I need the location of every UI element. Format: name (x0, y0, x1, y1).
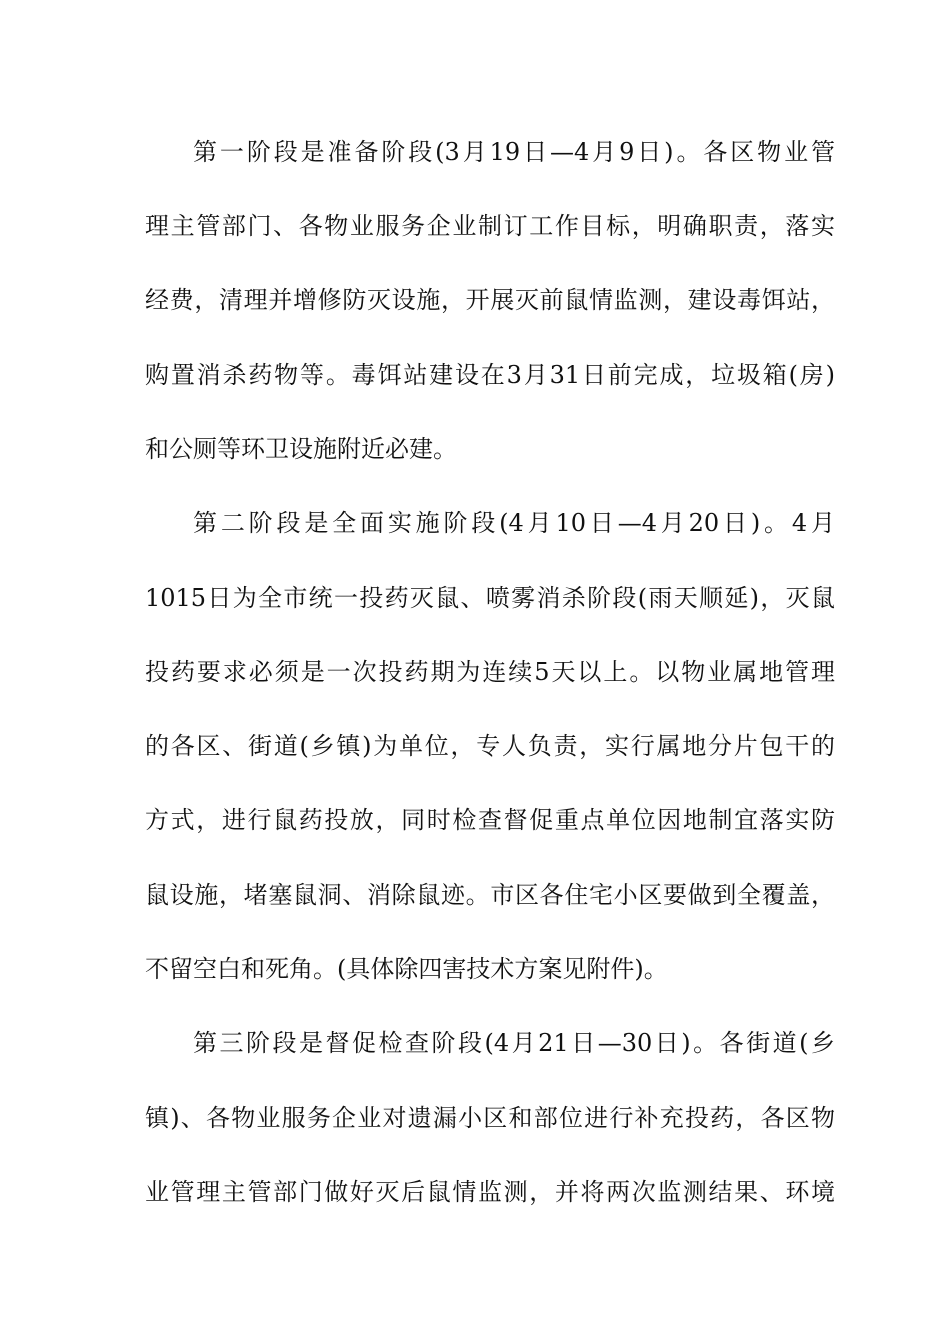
paragraph-1-line-2: 理主管部门、各物业服务企业制订工作目标，明确职责，落实 (145, 212, 835, 240)
paragraph-2-line-2: 1015日为全市统一投药灭鼠、喷雾消杀阶段(雨天顺延)，灭鼠 (145, 584, 835, 612)
paragraph-2-line-4: 的各区、街道(乡镇)为单位，专人负责，实行属地分片包干的 (145, 732, 835, 760)
paragraph-2-line-1: 第二阶段是全面实施阶段(4月10日—4月20日)。4月 (193, 509, 835, 537)
paragraph-2-line-3: 投药要求必须是一次投药期为连续5天以上。以物业属地管理 (145, 658, 835, 686)
paragraph-1-line-1: 第一阶段是准备阶段(3月19日—4月9日)。各区物业管 (193, 138, 835, 166)
paragraph-3-line-2: 镇)、各物业服务企业对遗漏小区和部位进行补充投药，各区物 (145, 1104, 835, 1132)
paragraph-3-line-3: 业管理主管部门做好灭后鼠情监测，并将两次监测结果、环境 (145, 1178, 835, 1206)
paragraph-2-line-6: 鼠设施，堵塞鼠洞、消除鼠迹。市区各住宅小区要做到全覆盖， (145, 881, 835, 909)
paragraph-1-line-4: 购置消杀药物等。毒饵站建设在3月31日前完成，垃圾箱(房) (145, 361, 835, 389)
paragraph-2-line-7: 不留空白和死角。(具体除四害技术方案见附件)。 (145, 955, 668, 983)
paragraph-1-line-5: 和公厕等环卫设施附近必建。 (145, 435, 457, 463)
paragraph-3-line-1: 第三阶段是督促检查阶段(4月21日—30日)。各街道(乡 (193, 1029, 835, 1057)
paragraph-1-line-3: 经费，清理并增修防灭设施，开展灭前鼠情监测，建设毒饵站， (145, 286, 835, 314)
paragraph-2-line-5: 方式，进行鼠药投放，同时检查督促重点单位因地制宜落实防 (145, 806, 835, 834)
